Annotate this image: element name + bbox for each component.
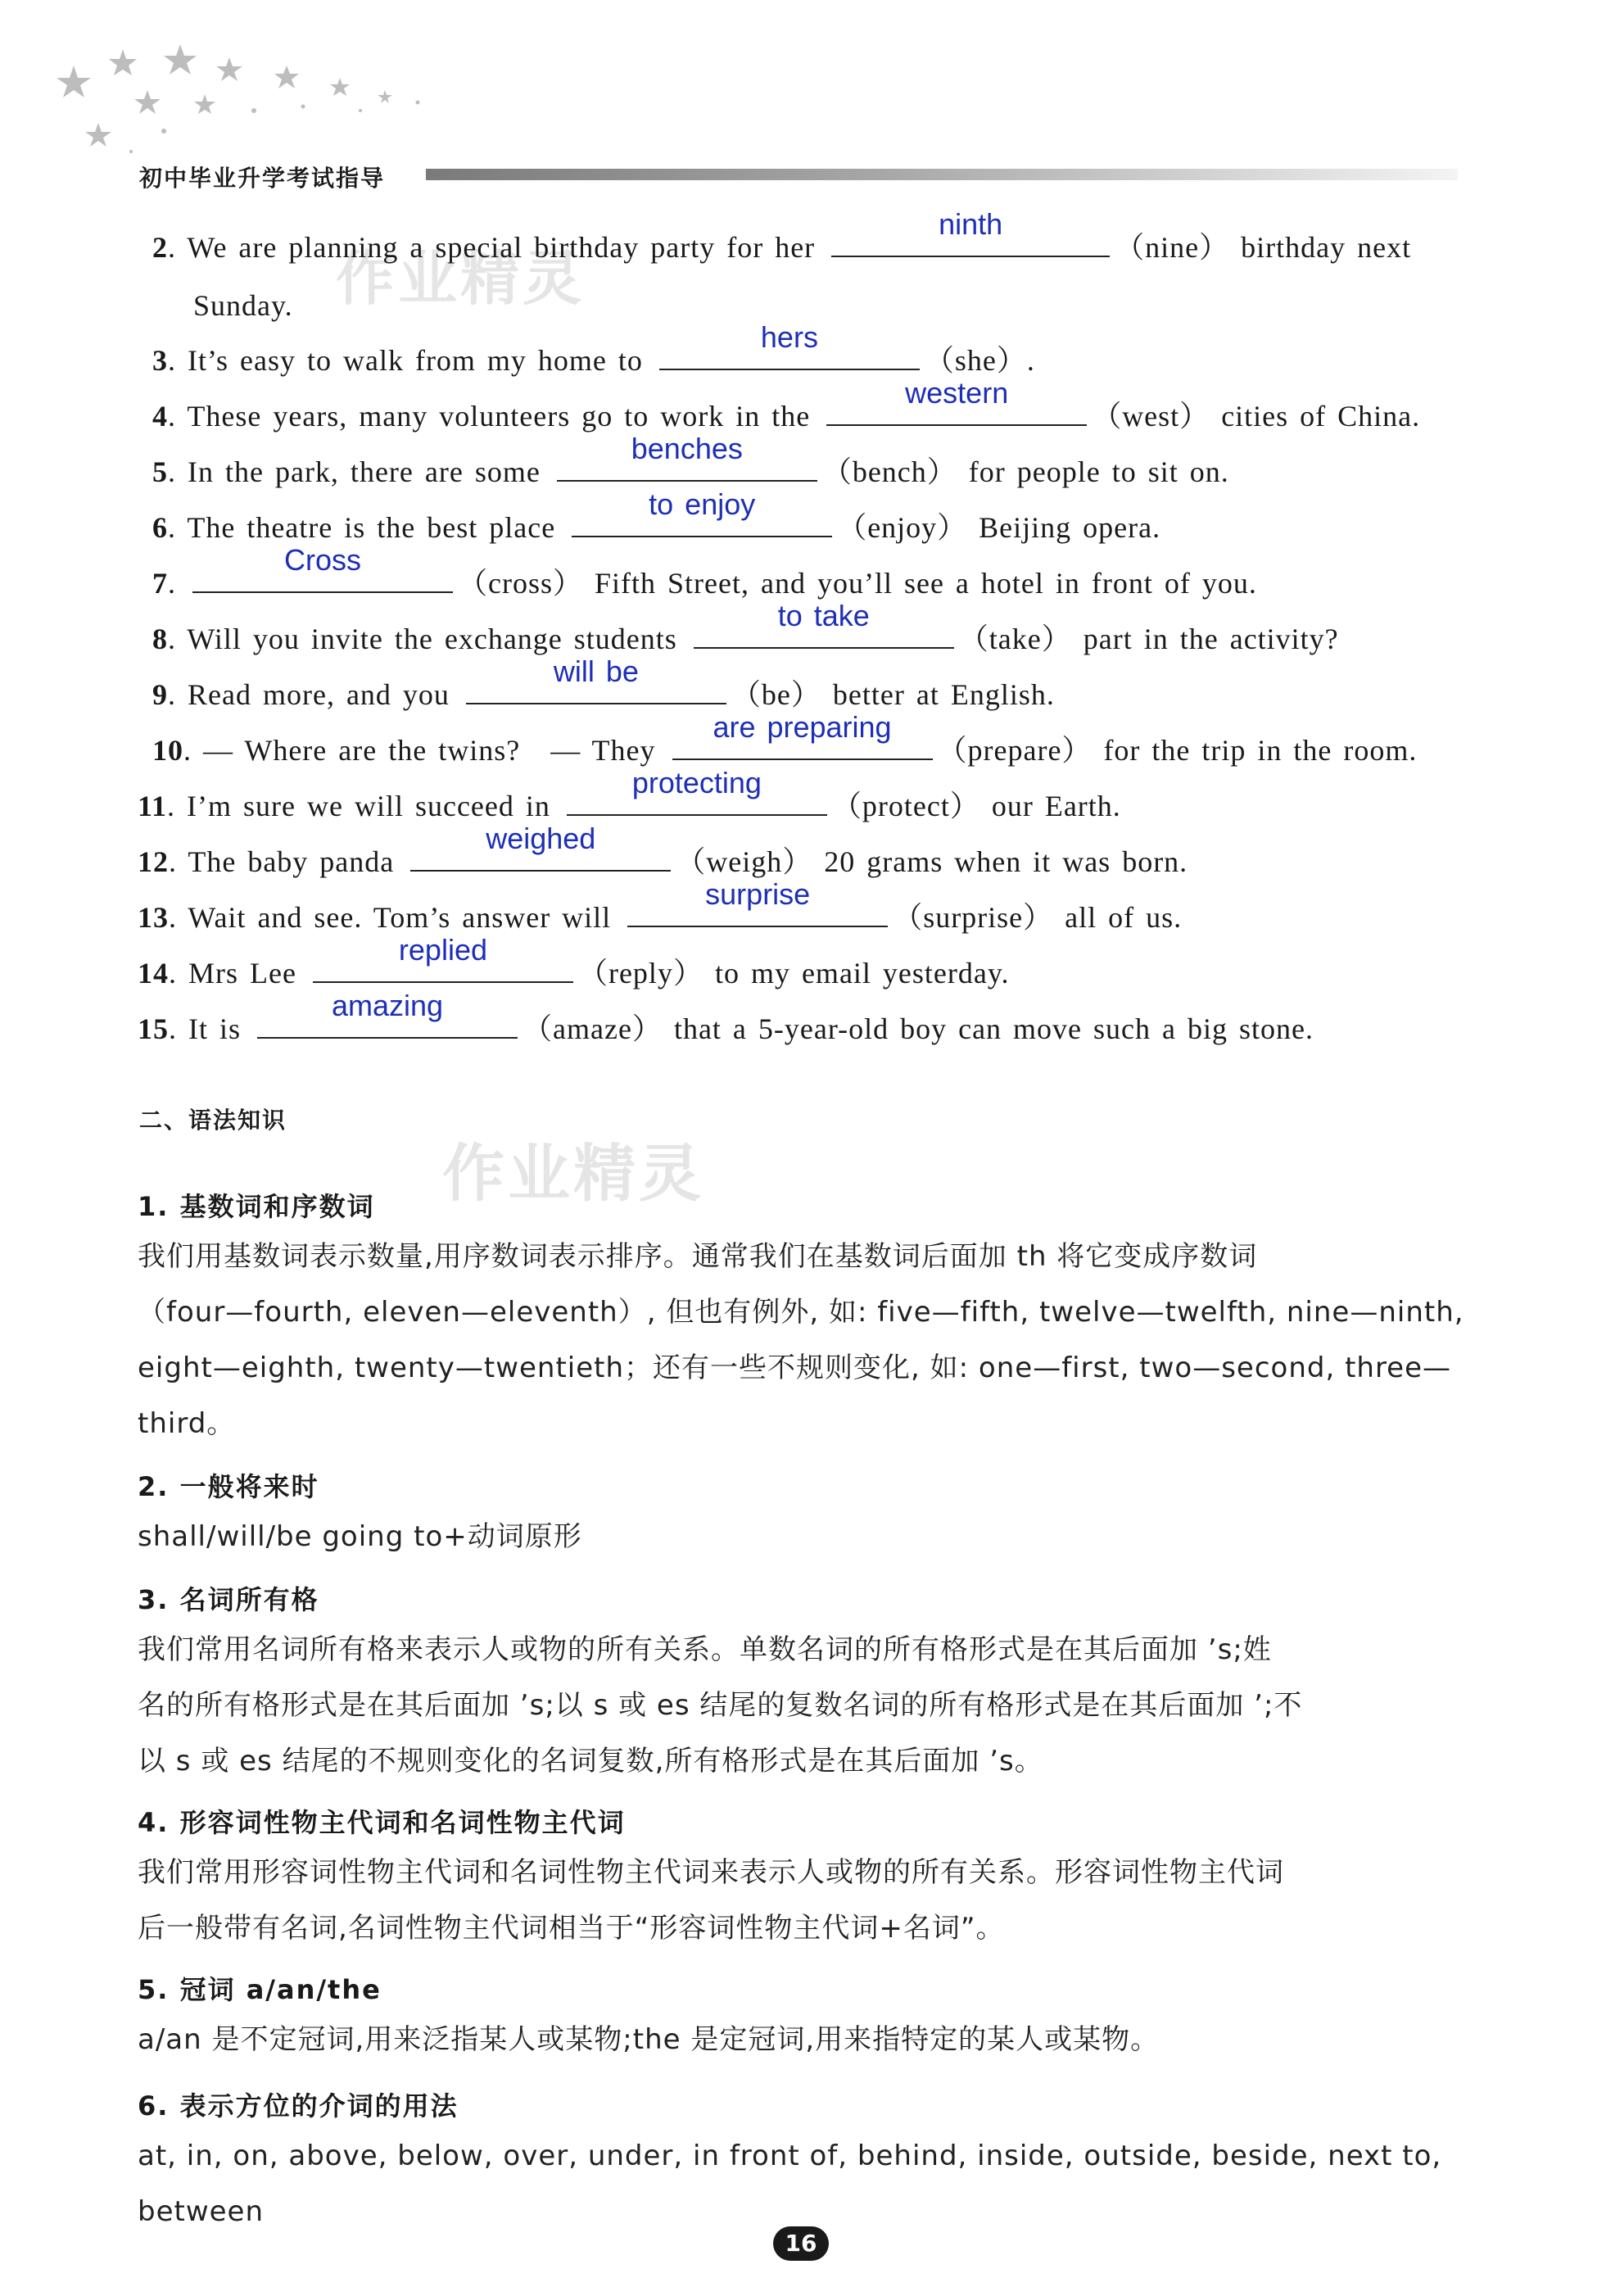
answer-blank[interactable] xyxy=(826,376,1087,426)
exercise-item: 5. In the park, there are some benches （bench） for people to sit on. xyxy=(152,432,1229,488)
grammar-heading: 1. 基数词和序数词 xyxy=(138,1191,375,1222)
exercise-item: 11. I’m sure we will succeed in protecting （protect） our Earth. xyxy=(138,766,1121,822)
exercise-item: 9. Read more, and you will be （be） better at English. xyxy=(152,654,1055,711)
grammar-text: 我们常用名词所有格来表示人或物的所有关系。单数名词的所有格形式是在其后面加 ’s;姓 名的所有格形式是在其后面加 ’s;以 s 或 es 结尾的复数名词的所有格形式是在其后面加 ’;不 以 s 或 es 结尾的不规则变化的名词复数,所有格形式是在其后面加 ’s。 xyxy=(138,1633,1303,1777)
answer-text: weighed xyxy=(486,822,596,855)
answer-blank[interactable] xyxy=(192,543,453,593)
answer-blank[interactable] xyxy=(831,207,1110,257)
grammar-text: a/an 是不定冠词,用来泛指某人或某物;the 是定冠词,用来指特定的某人或某物。 xyxy=(138,2023,1160,2056)
answer-blank[interactable] xyxy=(313,933,573,983)
answer-text: benches xyxy=(631,432,743,465)
answer-blank[interactable] xyxy=(627,877,888,927)
answer-text: hers xyxy=(760,320,818,354)
answer-text: to take xyxy=(777,599,870,632)
grammar-heading: 2. 一般将来时 xyxy=(138,1471,319,1502)
grammar-text: 我们常用形容词性物主代词和名词性物主代词来表示人或物的所有关系。形容词性物主代词 后一般带有名词,名词性物主代词相当于“形容词性物主代词+名词”。 xyxy=(138,1856,1284,1945)
answer-blank[interactable] xyxy=(257,989,518,1039)
exercise-item: 8. Will you invite the exchange students to take （take） part in the activity? xyxy=(152,599,1339,655)
grammar-heading: 5. 冠词 a/an/the xyxy=(138,1974,382,2005)
grammar-text: 我们用基数词表示数量,用序数词表示排序。通常我们在基数词后面加 th 将它变成序数词 （four—fourth, eleven—eleventh）, 但也有例外, 如: five—fifth, twelve—twelfth, nine—ninth, eight—eighth, twenty—twentieth；还有一些不规则变化, 如: one—first, two—second, three— third。 xyxy=(138,1240,1464,1440)
grammar-heading: 3. 名词所有格 xyxy=(138,1584,319,1615)
answer-blank[interactable] xyxy=(659,320,920,370)
answer-blank[interactable] xyxy=(410,822,671,872)
answer-blank[interactable] xyxy=(694,599,954,649)
answer-text: replied xyxy=(398,933,487,967)
exercise-item: 6. The theatre is the best place to enjoy （enjoy） Beijing opera. xyxy=(152,487,1161,544)
exercise-item: 2. We are planning a special birthday party for her ninth （nine） birthday next xyxy=(152,207,1412,264)
stars-decoration-icon xyxy=(57,33,450,172)
exercise-item: 7. Cross （cross） Fifth Street, and you’ll see a hotel in front of you. xyxy=(152,543,1257,600)
exercise-continuation: Sunday. xyxy=(193,289,293,322)
answer-text: Cross xyxy=(283,543,361,577)
grammar-heading: 6. 表示方位的介词的用法 xyxy=(138,2090,459,2122)
exercise-item: 15. It is amazing （amaze） that a 5-year-old boy can move such a big stone. xyxy=(138,989,1314,1045)
answer-text: western xyxy=(905,376,1009,410)
answer-text: ninth xyxy=(939,207,1003,241)
header-title: 初中毕业升学考试指导 xyxy=(139,165,386,192)
answer-blank[interactable] xyxy=(672,710,933,760)
answer-text: protecting xyxy=(631,766,762,799)
header-divider xyxy=(426,169,1458,180)
exercise-item: 10. — Where are the twins? — They are preparing （prepare） for the trip in the room. xyxy=(152,710,1418,767)
answer-text: surprise xyxy=(705,877,811,911)
watermark: 作业精灵 xyxy=(442,1137,704,1210)
answer-blank[interactable] xyxy=(466,654,726,704)
page-number: 16 xyxy=(773,2226,829,2261)
exercise-item: 14. Mrs Lee replied （reply） to my email yesterday. xyxy=(138,933,1010,989)
watermark: 作业精灵 xyxy=(336,244,586,313)
exercise-item: 12. The baby panda weighed （weigh） 20 grams when it was born. xyxy=(138,822,1188,878)
exercise-item: 13. Wait and see. Tom’s answer will surprise （surprise） all of us. xyxy=(138,877,1183,934)
answer-text: will be xyxy=(553,654,639,688)
exercise-item: 3. It’s easy to walk from my home to hers （she）. xyxy=(152,320,1035,377)
answer-text: amazing xyxy=(331,989,444,1022)
grammar-text: at, in, on, above, below, over, under, in front of, behind, inside, outside, beside, next to, between xyxy=(138,2140,1442,2228)
answer-blank[interactable] xyxy=(557,432,817,482)
grammar-text: shall/will/be going to+动词原形 xyxy=(138,1520,582,1553)
section-title: 二、语法知识 xyxy=(139,1107,287,1134)
grammar-heading: 4. 形容词性物主代词和名词性物主代词 xyxy=(138,1807,626,1838)
answer-blank[interactable] xyxy=(572,487,832,537)
answer-blank[interactable] xyxy=(567,766,827,816)
answer-text: to enjoy xyxy=(649,487,756,521)
answer-text: are preparing xyxy=(713,710,892,744)
exercise-item: 4. These years, many volunteers go to work in the western （west） cities of China. xyxy=(152,376,1421,432)
